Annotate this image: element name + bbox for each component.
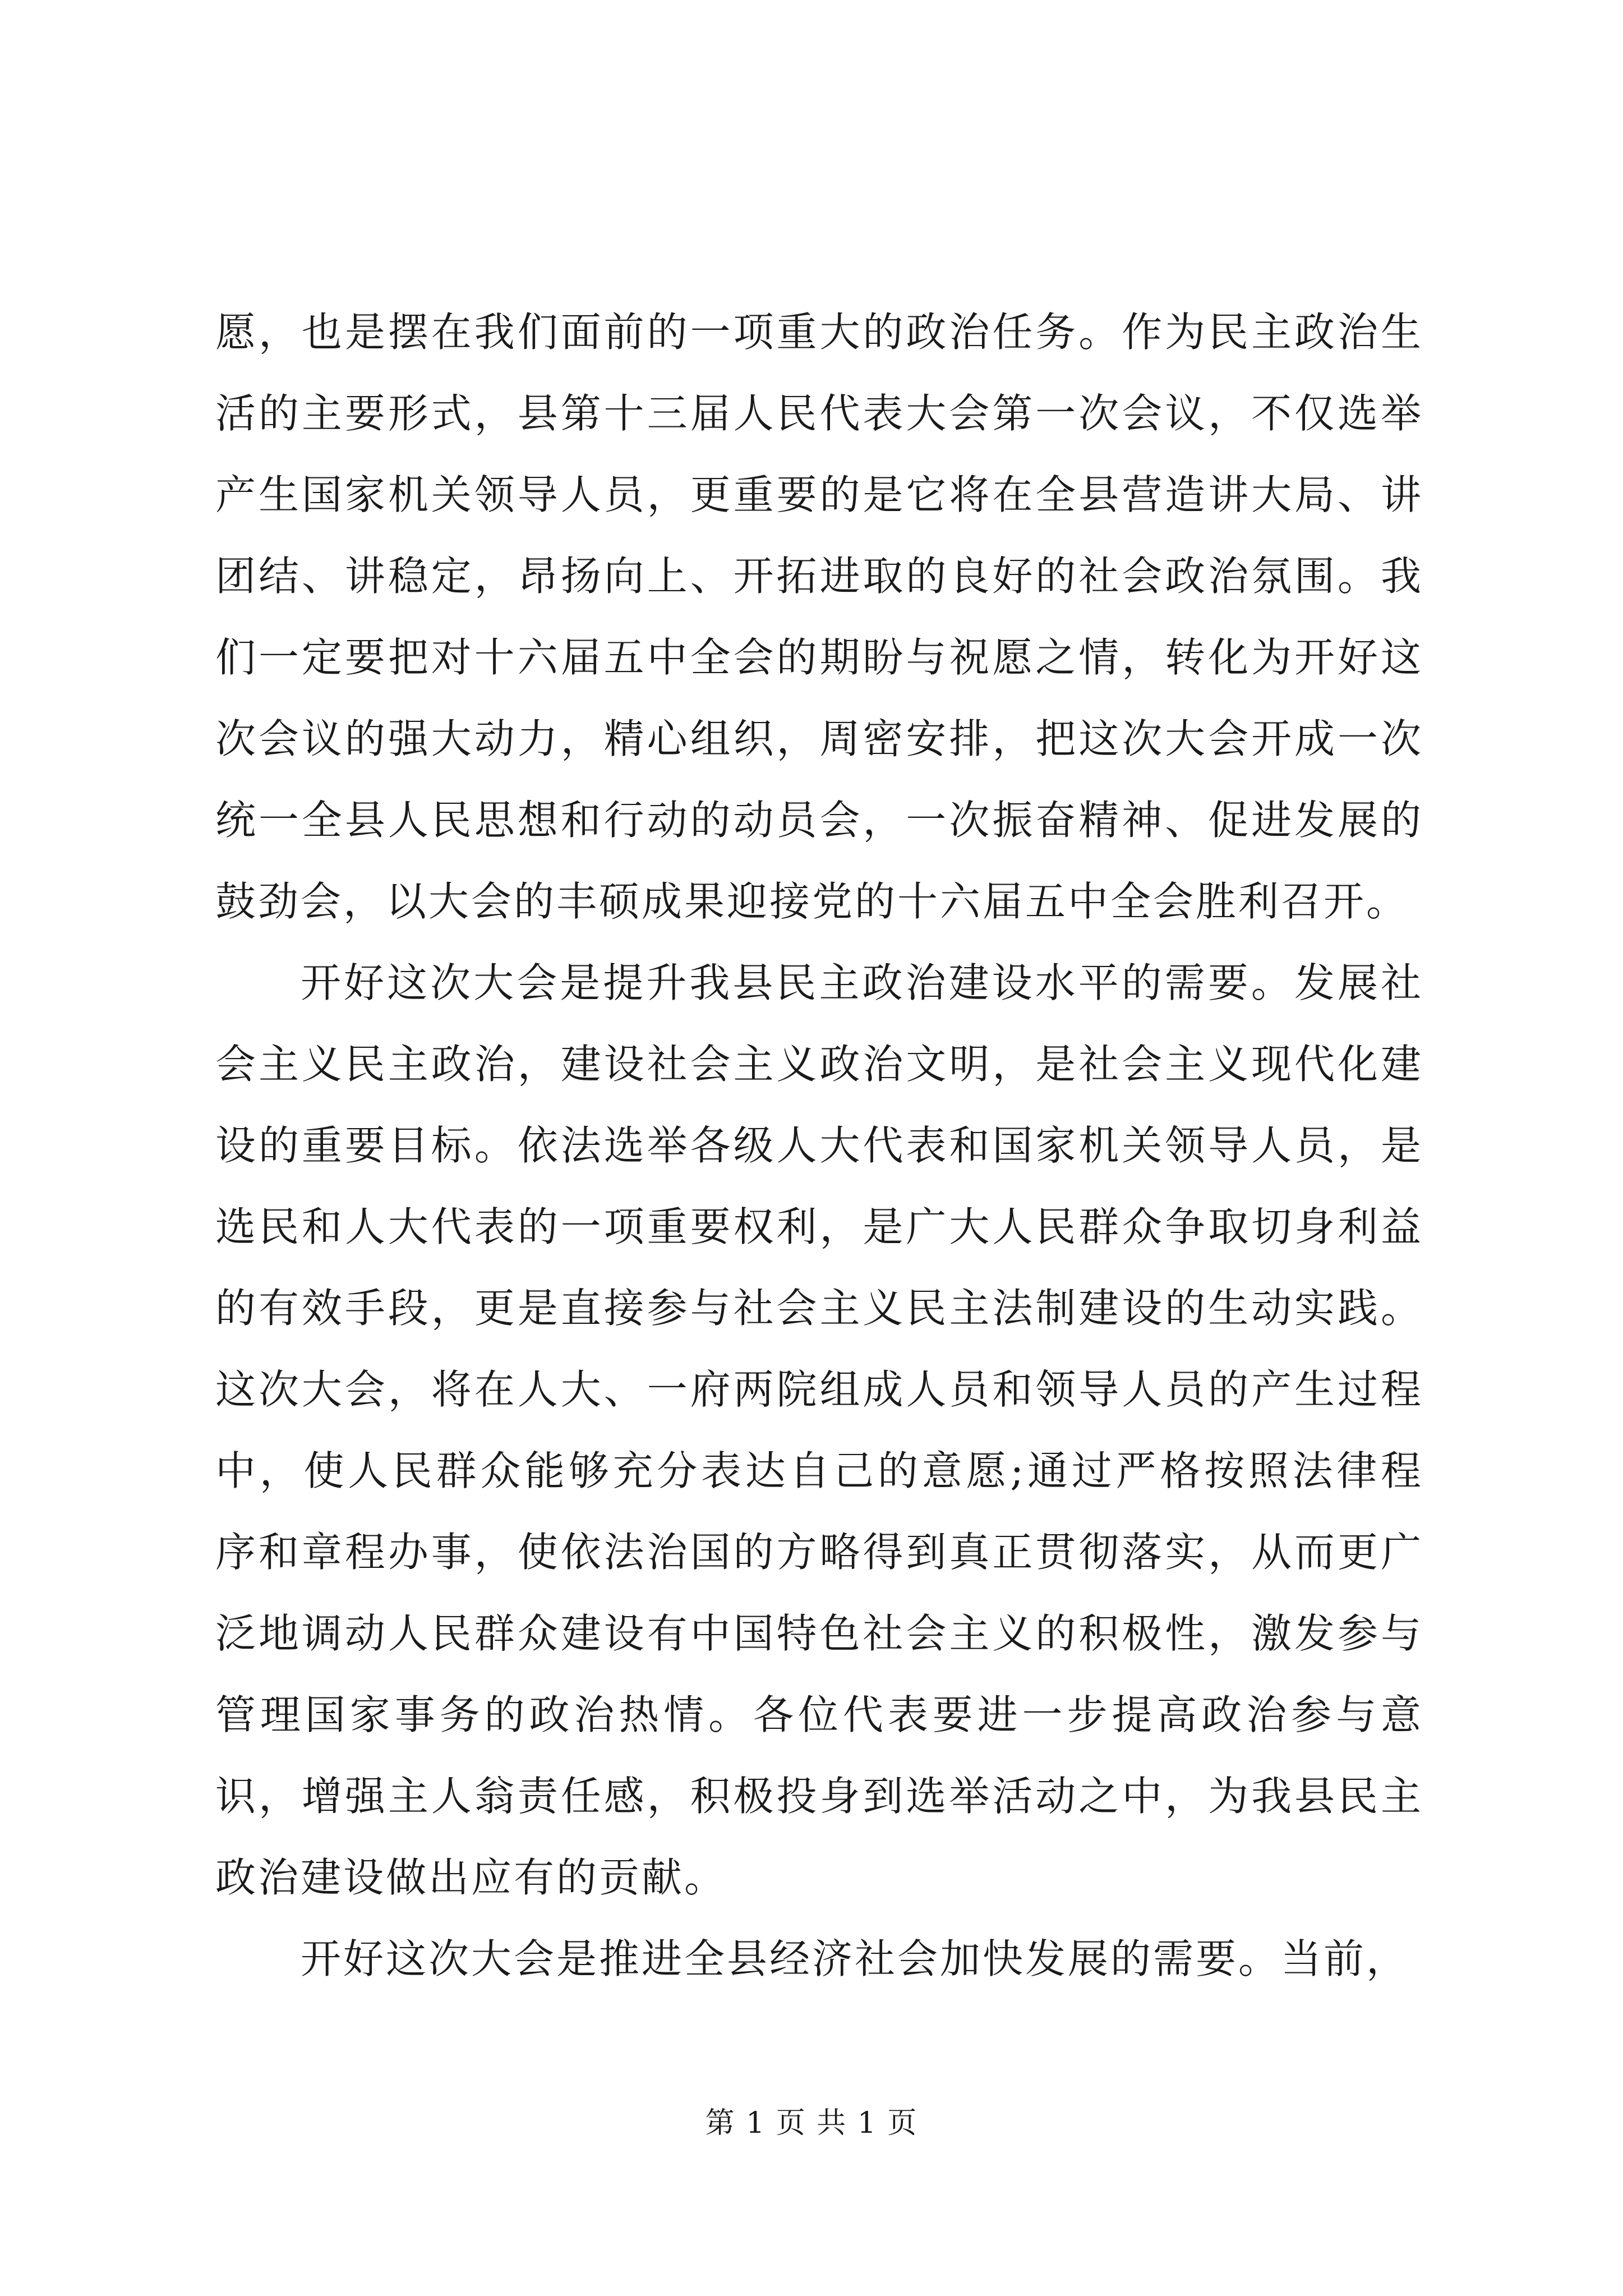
paragraph-1: 愿，也是摆在我们面前的一项重大的政治任务。作为民主政治生活的主要形式，县第十三届人民代表大会第一次会议，不仅选举产生国家机关领导人员，更重要的是它将在全县营造讲大局、讲团结、讲稳定，昂扬向上、开拓进取的良好的社会政治氛围。我们一定要把对十六届五中全会的期盼与祝愿之情，转化为开好这次会议的强大动力，精心组织，周密安排，把这次大会开成一次统一全县人民思想和行动的动员会，一次振奋精神、促进发展的鼓劲会，以大会的丰硕成果迎接党的十六届五中全会胜利召开。 xyxy=(215,309,1423,925)
document-body xyxy=(215,292,1423,2000)
paragraph-2: 开好这次大会是提升我县民主政治建设水平的需要。发展社会主义民主政治，建设社会主义政治文明，是社会主义现代化建设的重要目标。依法选举各级人大代表和国家机关领导人员，是选民和人大代表的一项重要权利，是广大人民群众争取切身利益的有效手段，更是直接参与社会主义民主法制建设的生动实践。这次大会，将在人大、一府两院组成人员和领导人员的产生过程中，使人民群众能够充分表达自己的意愿;通过严格按照法律程序和章程办事，使依法治国的方略得到真正贯彻落实，从而更广泛地调动人民群众建设有中国特色社会主义的积极性，激发参与管理国家事务的政治热情。各位代表要进一步提高政治参与意识，增强主人翁责任感，积极投身到选举活动之中，为我县民主政治建设做出应有的贡献。 xyxy=(215,959,1423,1901)
paragraph-3: 开好这次大会是推进全县经济社会加快发展的需要。当前， xyxy=(301,1935,1409,1982)
page-footer: 第 1 页 共 1 页 xyxy=(705,2106,918,2140)
